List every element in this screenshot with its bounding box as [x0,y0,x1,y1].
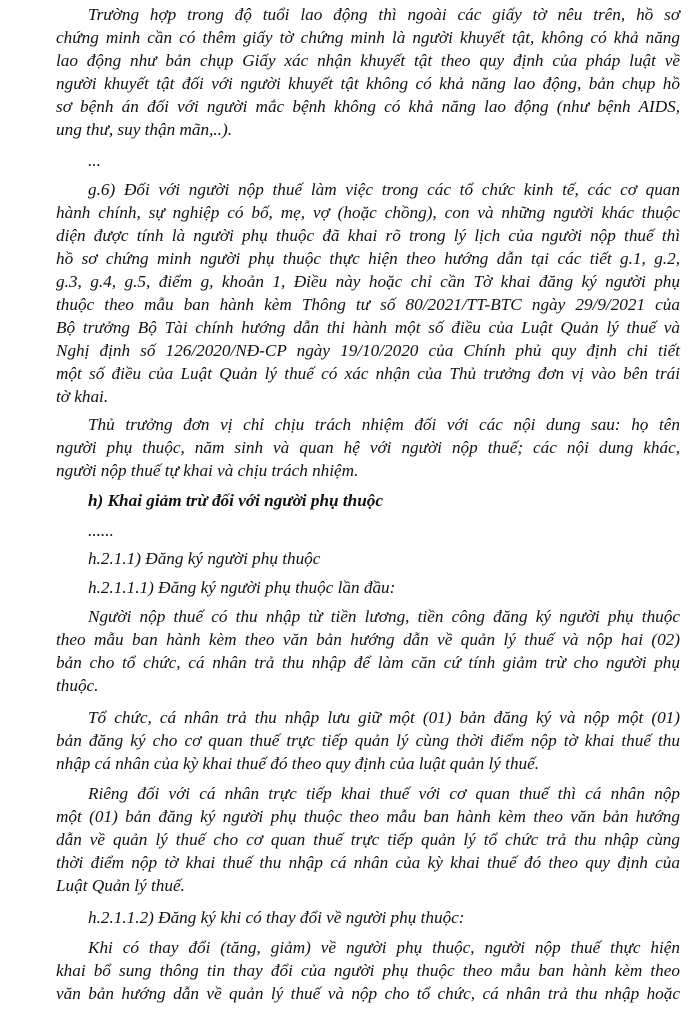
text-line: bản đăng ký cho cơ quan thuế trực tiếp quản lý cùng thời điểm nộp tờ khai thuế thu [56,731,680,750]
text-line: chứng minh cần có thêm giấy tờ chứng minh là người khuyết tật, không có khả năng [56,28,680,47]
text-line: Bộ trưởng Bộ Tài chính hướng dẫn thi hành một số điều của Luật Quản lý thuế và [56,318,680,337]
text-line: tờ khai. [56,387,109,406]
text-line: một số điều của Luật Quản lý thuế có xác nhận của Thủ trưởng đơn vị vào bên trái [56,364,680,383]
text-line: người khuyết tật đối với người khuyết tật không có khả năng lao động, bản chụp hồ [56,74,680,93]
text-line: nhập cá nhân của kỳ khai thuế đó theo quy định của luật quản lý thuế. [56,754,540,773]
text-line: diện được tính là người phụ thuộc đã khai rõ trong lý lịch của người nộp thuế thì [56,226,680,245]
text-line: khai bổ sung thông tin thay đổi của người phụ thuộc theo mẫu ban hành kèm theo [56,961,680,980]
text-line: ung thư, suy thận mãn,..). [56,120,232,139]
text-line: Nghị định số 126/2020/NĐ-CP ngày 19/10/2020 của Chính phủ quy định chi tiết [56,341,680,360]
text-line: Trường hợp trong độ tuổi lao động thì ngoài các giấy tờ nêu trên, hồ sơ [88,5,680,24]
text-line: dẫn về quản lý thuế cho cơ quan thuế trực tiếp quản lý tổ chức trả thu nhập cùng [56,830,680,849]
text-line: Riêng đối với cá nhân trực tiếp khai thuế với cơ quan thuế thì cá nhân nộp [88,784,680,803]
text-line: một (01) bản đăng ký người phụ thuộc theo mẫu ban hành kèm theo văn bản hướng [56,807,680,826]
ellipsis: ... [88,151,101,170]
ellipsis: ...... [88,521,114,540]
text-line: Luật Quản lý thuế. [56,876,185,895]
text-line: thuộc. [56,676,99,695]
text-line: bản cho tổ chức, cá nhân trả thu nhập để làm căn cứ tính giảm trừ cho người phụ [56,653,680,672]
text-line: hồ sơ chứng minh người phụ thuộc thực hiện theo hướng dẫn tại các tiết g.1, g.2, [56,249,680,268]
text-line: lao động như bản chụp Giấy xác nhận khuyết tật theo quy định của pháp luật về [56,51,680,70]
text-line: Thủ trưởng đơn vị chỉ chịu trách nhiệm đối với các nội dung sau: họ tên [88,415,680,434]
text-line: người nộp thuế tự khai và chịu trách nhiệm. [56,461,359,480]
subsection-heading: h.2.1.1) Đăng ký người phụ thuộc [88,549,321,568]
subsection-heading: h.2.1.1.1) Đăng ký người phụ thuộc lần đầu: [88,578,396,597]
text-line: theo mẫu ban hành kèm theo văn bản hướng dẫn về quản lý thuế và nộp hai (02) [56,630,680,649]
section-heading: h) Khai giảm trừ đối với người phụ thuộc [88,491,384,510]
text-line: người phụ thuộc, năm sinh và quan hệ với người nộp thuế; các nội dung khác, [56,438,680,457]
text-line: sơ bệnh án đối với người mắc bệnh không có khả năng lao động (như bệnh AIDS, [56,97,680,116]
text-line: thuộc theo mẫu ban hành kèm Thông tư số 80/2021/TT-BTC ngày 29/9/2021 của [56,295,680,314]
text-line: Người nộp thuế có thu nhập từ tiền lương, tiền công đăng ký người phụ thuộc [88,607,680,626]
text-line: văn bản hướng dẫn về quản lý thuế và nộp cho tổ chức, cá nhân trả thu nhập hoặc [56,984,680,1003]
text-line: thời điểm nộp tờ khai thuế thu nhập cá nhân của kỳ khai thuế đó theo quy định của [56,853,680,872]
text-line: g.6) Đối với người nộp thuế làm việc trong các tổ chức kinh tế, các cơ quan [88,180,680,199]
text-line: Khi có thay đổi (tăng, giảm) về người phụ thuộc, người nộp thuế thực hiện [88,938,680,957]
text-line: g.3, g.4, g.5, điểm g, khoản 1, Điều này hoặc chỉ cần Tờ khai đăng ký người phụ [56,272,680,291]
subsection-heading: h.2.1.1.2) Đăng ký khi có thay đổi về người phụ thuộc: [88,908,465,927]
text-line: Tổ chức, cá nhân trả thu nhập lưu giữ một (01) bản đăng ký và nộp một (01) [88,708,680,727]
text-line: hành chính, sự nghiệp có bố, mẹ, vợ (hoặc chồng), con và những người khác thuộc [56,203,680,222]
